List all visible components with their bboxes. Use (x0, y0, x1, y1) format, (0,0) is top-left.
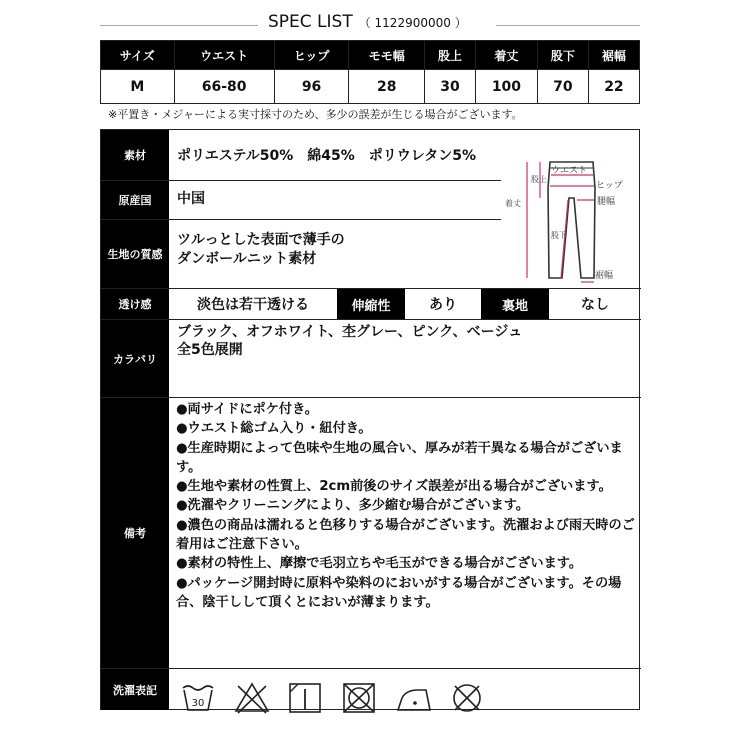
lining-header: 裏地 (481, 289, 549, 319)
measurement-note: ※平置き・メジャーによる実寸採寸のため、多少の誤差が生じる場合がございます。 (108, 108, 523, 121)
remarks-item: ●洗濯やクリーニングにより、多少縮む場合がございます。 (176, 498, 530, 514)
size-value: 22 (588, 70, 639, 104)
spec-title-row (0, 10, 740, 40)
origin-value: 中国 (177, 191, 205, 207)
stretch-header: 伸縮性 (337, 289, 405, 319)
size-table-value-row (101, 70, 640, 104)
size-value: 100 (476, 70, 538, 104)
row-divider (101, 319, 641, 320)
remarks-item: ●濃色の商品は濡れると色移りする場合がございます。洗濯および雨天時のご着用はご注意下さい。 (176, 517, 635, 553)
no-dry-clean-icon (454, 685, 480, 711)
waist-label: ウエスト (551, 166, 588, 176)
remarks-item: ●両サイドにポケ付き。 (176, 402, 318, 417)
thigh-label: 腿幅 (597, 197, 616, 207)
material-header: 素材 (101, 130, 169, 180)
size-header: 股上 (425, 41, 476, 70)
remarks-item: ●生産時期によって色味や生地の風合い、厚みが若干異なる場合がございます。 (176, 440, 623, 475)
size-value: 70 (537, 70, 588, 104)
line-dry-shade-icon (290, 684, 320, 712)
care-symbols (180, 680, 500, 716)
size-header: ウエスト (174, 41, 274, 70)
row-divider (101, 668, 641, 669)
remarks-header: 備考 (101, 398, 169, 668)
row-divider (101, 397, 641, 398)
size-value: 96 (274, 70, 349, 104)
title-divider-right (496, 25, 640, 26)
size-value: 28 (349, 70, 425, 104)
stretch-value: あり (429, 297, 457, 313)
no-bleach-icon (236, 684, 268, 713)
size-header: 着丈 (476, 41, 538, 70)
size-header: モモ幅 (349, 41, 425, 70)
size-value: 30 (425, 70, 476, 104)
remarks-item: ●パッケージ開封時に原料や染料のにおいがする場合がございます。その場合、陰干しして頂くとにおいが薄まります。 (176, 575, 622, 610)
remarks-item: ●素材の特性上、摩擦で毛羽立ちや毛玉ができる場合がございます。 (176, 556, 583, 572)
wash-30-icon (183, 686, 213, 710)
color-header: カラバリ (101, 320, 169, 397)
remarks-item: ●生地や素材の性質上、2cm前後のサイズ誤差が出る場合がございます。 (176, 479, 612, 495)
length-label: 着丈 (505, 199, 521, 208)
sheer-value: 淡色は若干透ける (197, 297, 309, 313)
texture-header: 生地の質感 (101, 220, 169, 288)
size-value: 66-80 (174, 70, 274, 104)
hem-label: 裾幅 (595, 271, 614, 281)
row-divider (101, 180, 501, 181)
pants-outline-icon (548, 162, 595, 278)
texture-value-line2: ダンボールニット素材 (177, 251, 317, 267)
color-value-line1: ブラック、オフホワイト、杢グレー、ピンク、ベージュ (177, 324, 523, 340)
pants-diagram (505, 148, 635, 288)
origin-header: 原産国 (101, 181, 169, 219)
no-tumble-dry-icon (344, 684, 374, 712)
spec-title (268, 12, 467, 32)
inseam-label: 股下 (551, 231, 567, 240)
hip-label: ヒップ (596, 181, 623, 191)
color-value-line2: 全5色展開 (177, 342, 243, 358)
size-header: サイズ (101, 41, 175, 70)
size-header: 裾幅 (588, 41, 639, 70)
size-table (100, 40, 640, 104)
size-header: 股下 (537, 41, 588, 70)
title-divider-left (100, 25, 258, 26)
sheer-header: 透け感 (101, 289, 169, 319)
wash-temperature: 30 (191, 698, 205, 709)
row-divider (101, 219, 501, 220)
remarks-item: ●ウエスト総ゴム入り・紐付き。 (176, 421, 372, 437)
remarks-list (176, 400, 636, 612)
size-header: ヒップ (274, 41, 349, 70)
spec-title-label: SPEC LIST (268, 12, 353, 32)
material-value: ポリエステル50% 綿45% ポリウレタン5% (177, 148, 476, 164)
size-value: M (101, 70, 175, 104)
rise-label: 股上 (531, 175, 547, 184)
lining-value: なし (581, 297, 609, 313)
care-header: 洗濯表記 (101, 669, 169, 710)
size-table-header-row (101, 41, 640, 70)
iron-low-icon (398, 690, 430, 710)
texture-value-line1: ツルっとした表面で薄手の (177, 232, 345, 248)
product-code: （ 1122900000 ） (358, 16, 467, 30)
